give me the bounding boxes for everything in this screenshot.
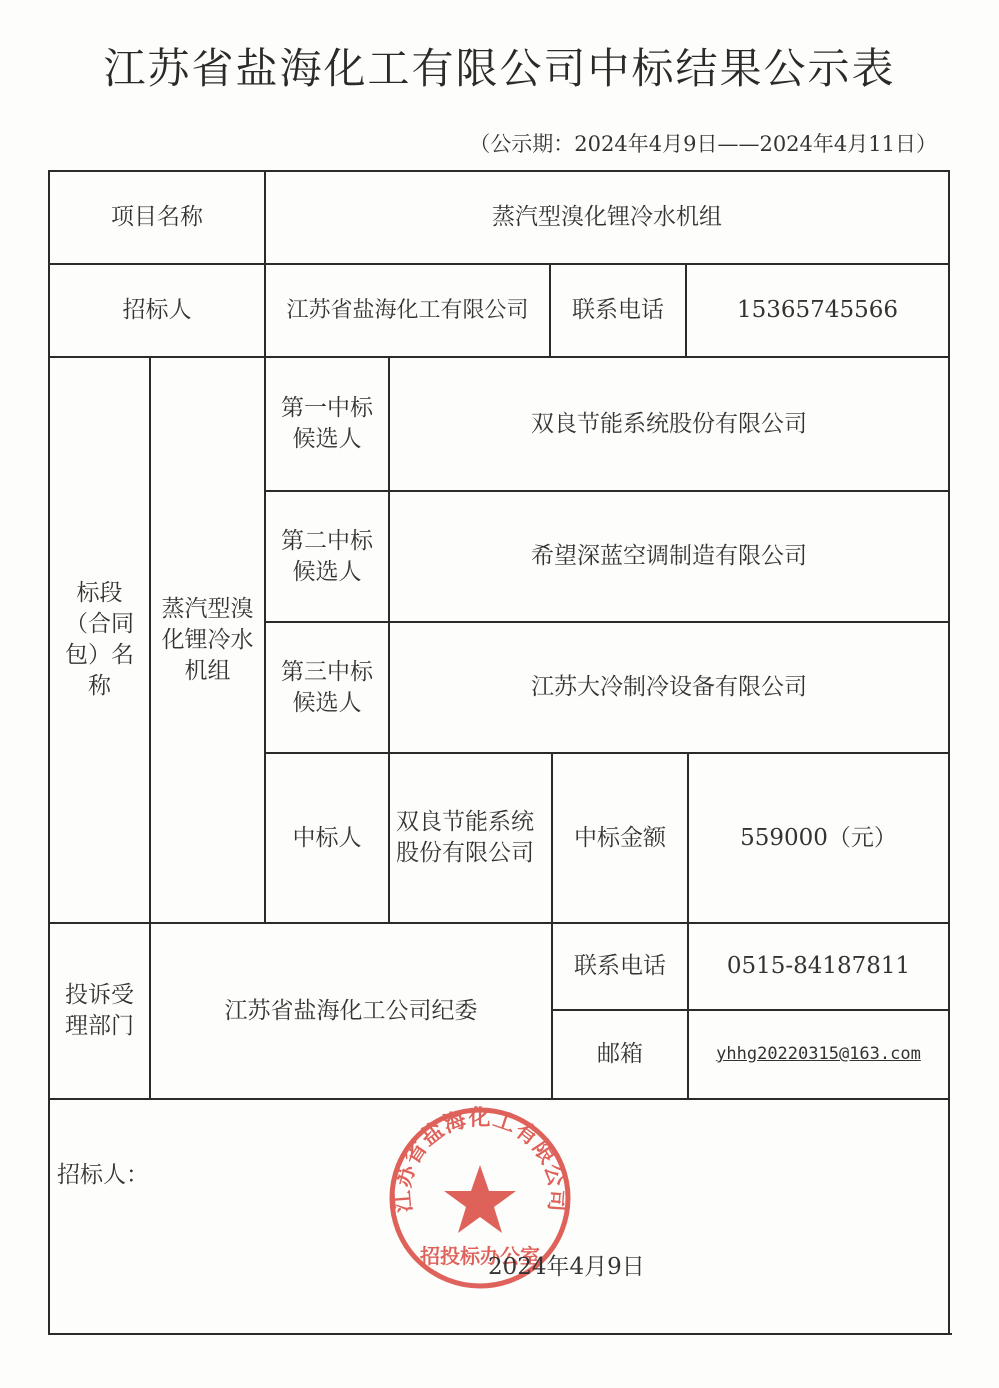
amount-value: 559000（元） [740, 824, 897, 851]
section-label: 标段（合同包）名称 [65, 580, 134, 699]
complaint-dept: 江苏省盐海化工公司纪委 [224, 997, 478, 1024]
bidder-signature-label: 招标人： [57, 1162, 149, 1188]
tenderer-phone-label: 联系电话 [572, 297, 664, 323]
email-link[interactable]: yhhg20220315@163.com [716, 1044, 921, 1064]
winner-label: 中标人 [292, 824, 362, 851]
candidate-2-label: 第二中标候选人 [281, 527, 373, 585]
page-title: 江苏省盐海化工有限公司中标结果公示表 [103, 44, 896, 93]
svg-text:江苏省盐海化工有限公司: 江苏省盐海化工有限公司 [389, 1105, 571, 1214]
complaint-label: 投诉受理部门 [65, 982, 134, 1039]
signature-date: 2024年4月9日 [488, 1254, 645, 1280]
candidate-1-label: 第一中标候选人 [281, 395, 373, 452]
winner-value: 双良节能系统股份有限公司 [396, 809, 534, 866]
candidate-3-value: 江苏大冷制冷设备有限公司 [531, 674, 807, 700]
tenderer-phone-value: 15365745566 [737, 297, 898, 323]
complaint-phone-value: 0515-84187811 [726, 953, 911, 979]
publicity-period: （公示期：2024年4月9日——2024年4月11日） [469, 132, 937, 156]
svg-text:招投标办公室: 招投标办公室 [420, 1244, 540, 1268]
tenderer-value: 江苏省盐海化工有限公司 [286, 298, 529, 323]
candidate-3-label: 第三中标候选人 [281, 658, 373, 716]
candidate-1-value: 双良节能系统股份有限公司 [531, 410, 807, 437]
candidate-2-value: 希望深蓝空调制造有限公司 [531, 543, 807, 569]
project-name-label: 项目名称 [111, 204, 203, 230]
tenderer-label: 招标人 [122, 297, 192, 323]
complaint-phone-label: 联系电话 [574, 953, 666, 979]
section-name: 蒸汽型溴化锂冷水机组 [161, 595, 254, 684]
project-name-value: 蒸汽型溴化锂冷水机组 [492, 204, 722, 230]
email-label: 邮箱 [597, 1041, 643, 1067]
email-value[interactable] [689, 1011, 948, 1098]
amount-label: 中标金额 [574, 824, 666, 851]
